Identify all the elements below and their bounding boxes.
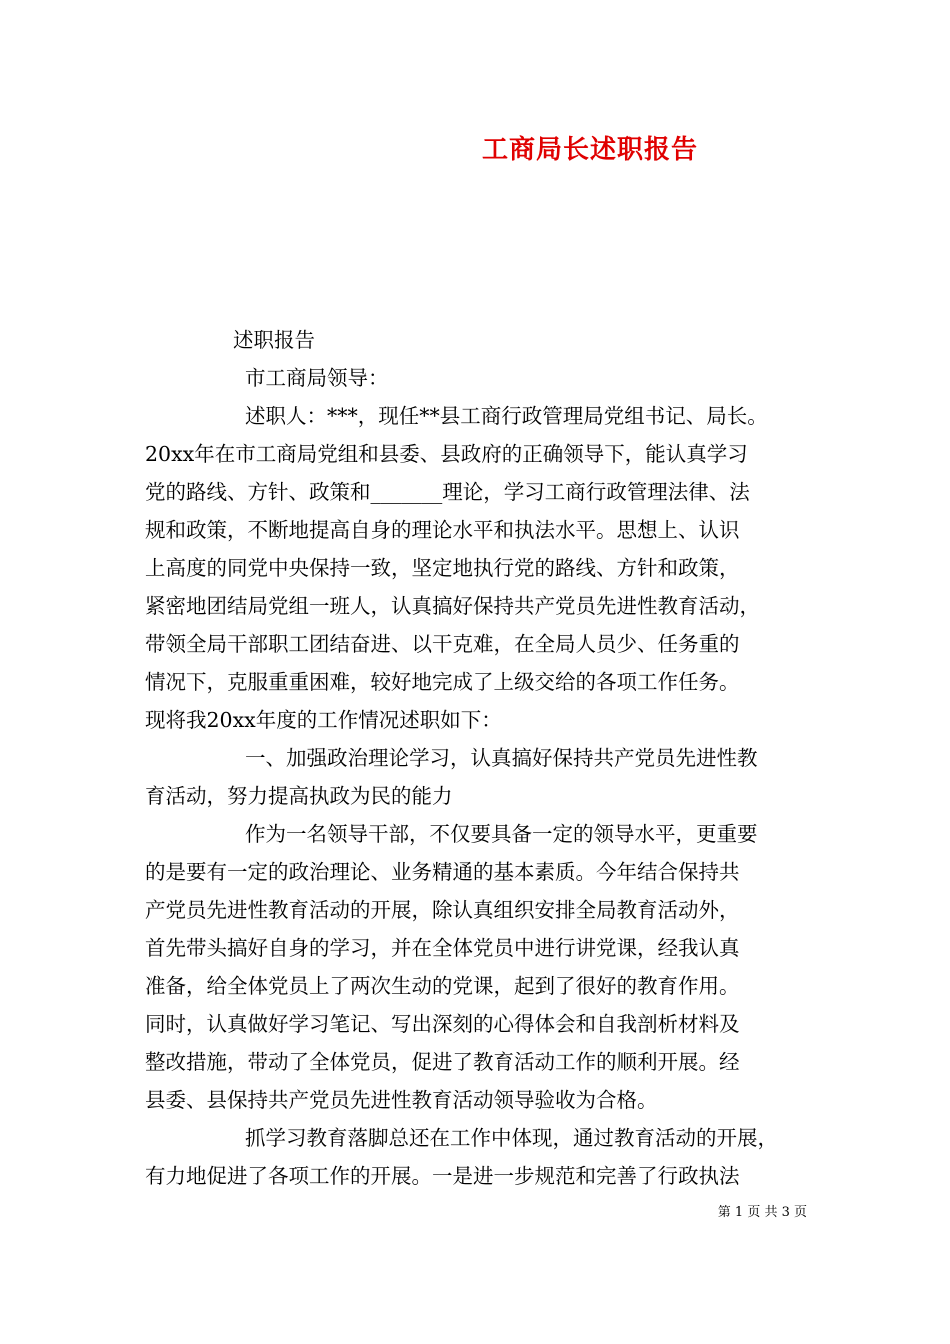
body-line: 上高度的同党中央保持一致，坚定地执行党的路线、方针和政策， bbox=[145, 556, 740, 580]
body-line: 紧密地团结局党组一班人，认真搞好保持共产党员先进性教育活动， bbox=[145, 594, 760, 618]
section-heading-cont: 育活动，努力提高执政为民的能力 bbox=[145, 784, 453, 808]
body-line: 20xx年在市工商局党组和县委、县政府的正确领导下，能认真学习 bbox=[145, 442, 748, 466]
document-body bbox=[145, 321, 825, 1195]
body-line: 作为一名领导干部，不仅要具备一定的领导水平，更重要 bbox=[245, 822, 758, 846]
body-line: 党的路线、方针、政策和_______理论，学习工商行政管理法律、法 bbox=[145, 480, 750, 504]
body-line: 产党员先进性教育活动的开展，除认真组织安排全局教育活动外， bbox=[145, 898, 740, 922]
body-line: 现将我20xx年度的工作情况述职如下： bbox=[145, 708, 502, 732]
body-line: 情况下，克服重重困难，较好地完成了上级交给的各项工作任务。 bbox=[145, 670, 740, 694]
body-line: 带领全局干部职工团结奋进、以干克难，在全局人员少、任务重的 bbox=[145, 632, 740, 656]
body-line: 有力地促进了各项工作的开展。一是进一步规范和完善了行政执法 bbox=[145, 1164, 740, 1188]
body-line: 述职报告 bbox=[233, 328, 315, 352]
body-line: 抓学习教育落脚总还在工作中体现，通过教育活动的开展， bbox=[245, 1126, 778, 1150]
body-line: 首先带头搞好自身的学习，并在全体党员中进行讲党课，经我认真 bbox=[145, 936, 740, 960]
section-heading: 一、加强政治理论学习，认真搞好保持共产党员先进性教 bbox=[245, 746, 758, 770]
body-line: 整改措施，带动了全体党员，促进了教育活动工作的顺利开展。经 bbox=[145, 1050, 740, 1074]
body-line: 述职人：***，现任**县工商行政管理局党组书记、局长。 bbox=[245, 404, 768, 428]
body-line: 准备，给全体党员上了两次生动的党课，起到了很好的教育作用。 bbox=[145, 974, 740, 998]
body-line: 县委、县保持共产党员先进性教育活动领导验收为合格。 bbox=[145, 1088, 658, 1112]
document-title: 工商局长述职报告 bbox=[481, 135, 698, 165]
page-footer: 第 1 页 共 3 页 bbox=[717, 1205, 807, 1220]
body-line: 市工商局领导： bbox=[245, 366, 389, 390]
body-line: 同时，认真做好学习笔记、写出深刻的心得体会和自我剖析材料及 bbox=[145, 1012, 740, 1036]
body-line: 的是要有一定的政治理论、业务精通的基本素质。今年结合保持共 bbox=[145, 860, 740, 884]
body-line: 规和政策，不断地提高自身的理论水平和执法水平。思想上、认识 bbox=[145, 518, 740, 542]
